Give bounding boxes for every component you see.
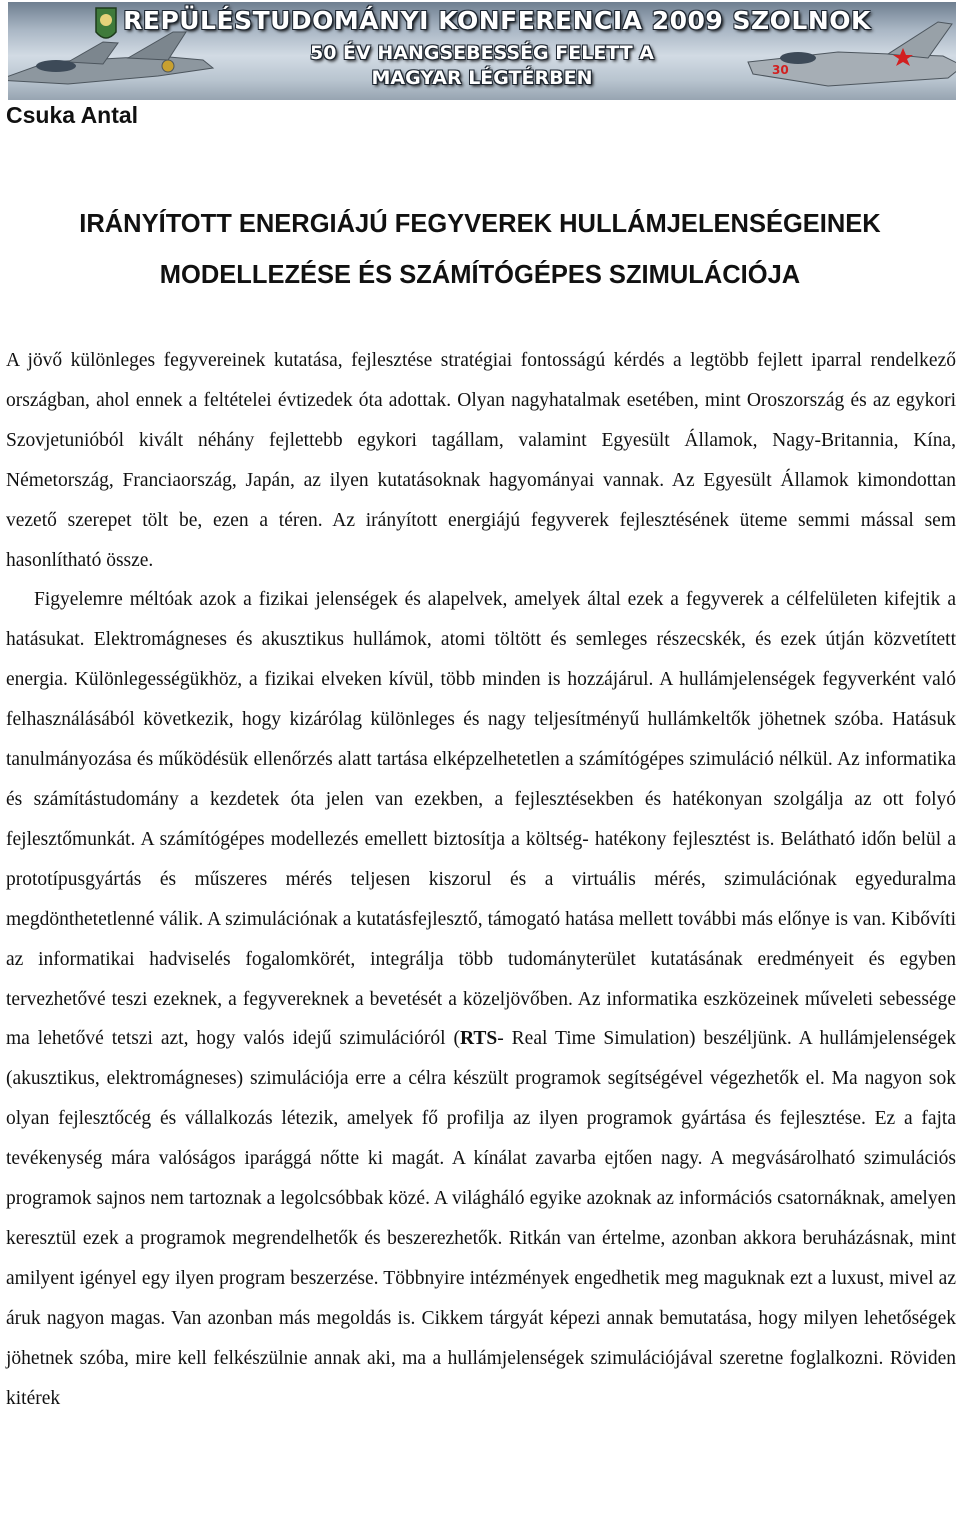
conference-banner — [8, 2, 956, 100]
svg-text:30: 30 — [772, 63, 789, 77]
banner-subtitle-line2: MAGYAR LÉGTÉRBEN — [371, 67, 593, 89]
rts-abbreviation: RTS — [459, 1028, 498, 1050]
paragraph-2-text-b: - Real Time Simulation) beszéljünk. A hullámjelenségek (akusztikus, elektromágneses) szimulációja erre a célra készült programok segítségével végezhetők el. Ma nagyon sok olyan fejlesztőcég és vállalkozás létezik, amelyek fő profilja az ilyen programok gyártása és fejlesztése. Ez a fajta tevékenység mára valóságos iparággá nőtte ki magát. A kínálat zavarba ejtően nagy. A megvásárolható szimulációs programok sajnos nem tartoznak a legolcsóbbak közé. A világháló egyike azoknak az információs csatornáknak, amelyen keresztül ezek a programok megrendelhetők és beszerezhetők. Ritkán van értelme, azonban akkora beruházásnak, mint amilyent igényel egy ilyen program beszerzése. Többnyire intézmények engedhetik meg maguknak ezt a luxust, mivel az áruk nagyon magas. Van azonban más megoldás is. Cikkem tárgyát képezi annak bemutatása, hogy milyen lehetőségek jöhetnek szóba, mire kell felkészülnie annak aki, ma a hullámjelenségek szimulációjával szeretne foglalkozni. Röviden kitérek — [6, 1028, 956, 1409]
author-name: Csuka Antal — [6, 102, 139, 128]
paper-title-line2: MODELLEZÉSE ÉS SZÁMÍTÓGÉPES SZIMULÁCIÓJA — [159, 261, 801, 289]
body-text — [6, 341, 956, 1418]
paper-title-line1: IRÁNYÍTOTT ENERGIÁJÚ FEGYVEREK HULLÁMJELENSÉGEINEK — [79, 210, 881, 238]
paragraph-2-text-a: Figyelemre méltóak azok a fizikai jelenségek és alapelvek, amelyek által ezek a fegyverek a célfelületen kifejtik a hatásukat. Elektromágneses és akusztikus hullámok, atomi töltött és semleges részecskék, és ezek útján közvetített energia. Különlegességükhöz, a fizikai elveken kívül, több minden is hozzájárul. A hullámjelenségek fegyverként való felhasználásából következik, hogy kizárólag különleges és nagy teljesítményű hullámkeltők jöhetnek szóba. Hatásuk tanulmányozása és működésük ellenőrzés alatt tartása elképzelhetetlen a számítógépes szimuláció nélkül. Az informatika és számítástudomány a kezdetek óta jelen van ezekben, a fejlesztésekben és hatékonyan szolgálja az ott folyó fejlesztőmunkát. A számítógépes modellezés emellett biztosítja a költség- hatékony fejlesztést is. Belátható időn belül a prototípusgyártás és műszeres mérés teljesen kiszorul és a virtuális mérés, szimulációnak egyeduralma megdönthetetlenné válik. A szimulációnak a kutatásfejlesztő, támogató hatása mellett további más előnye is van. Kibővíti az informatikai hadviselés fogalomkörét, integrálja több tudományterület kutatásának eredményeit és egyben tervezhetővé teszi ezeknek, a fegyvereknek a bevetését a közeljövőben. Az informatika eszközeinek műveleti sebessége ma lehetővé tetszi azt, hogy valós idejű szimulációról ( — [6, 589, 956, 1050]
banner-title: REPÜLÉSTUDOMÁNYI KONFERENCIA 2009 SZOLNOK — [123, 6, 871, 35]
banner-subtitle-line1: 50 ÉV HANGSEBESSÉG FELETT A — [309, 42, 654, 64]
paragraph-1: A jövő különleges fegyvereinek kutatása, fejlesztése stratégiai fontosságú kérdés a legtöbb fejlett iparral rendelkező országban, ahol ennek a feltételei évtizedek óta adottak. Olyan nagyhatalmak esetében, mint Oroszország és az egykori Szovjetunióból kivált néhány fejlettebb egykori tagállam, valamint Egyesült Államok, Nagy-Britannia, Kína, Németország, Franciaország, Japán, az ilyen kutatásoknak hagyományai vannak. Az Egyesült Államok kimondottan vezető szerepet tölt be, ezen a téren. Az irányított energiájú fegyverek fejlesztésének üteme semmi mással sem hasonlítható össze. — [6, 350, 956, 571]
paragraph-2 — [6, 580, 956, 1418]
